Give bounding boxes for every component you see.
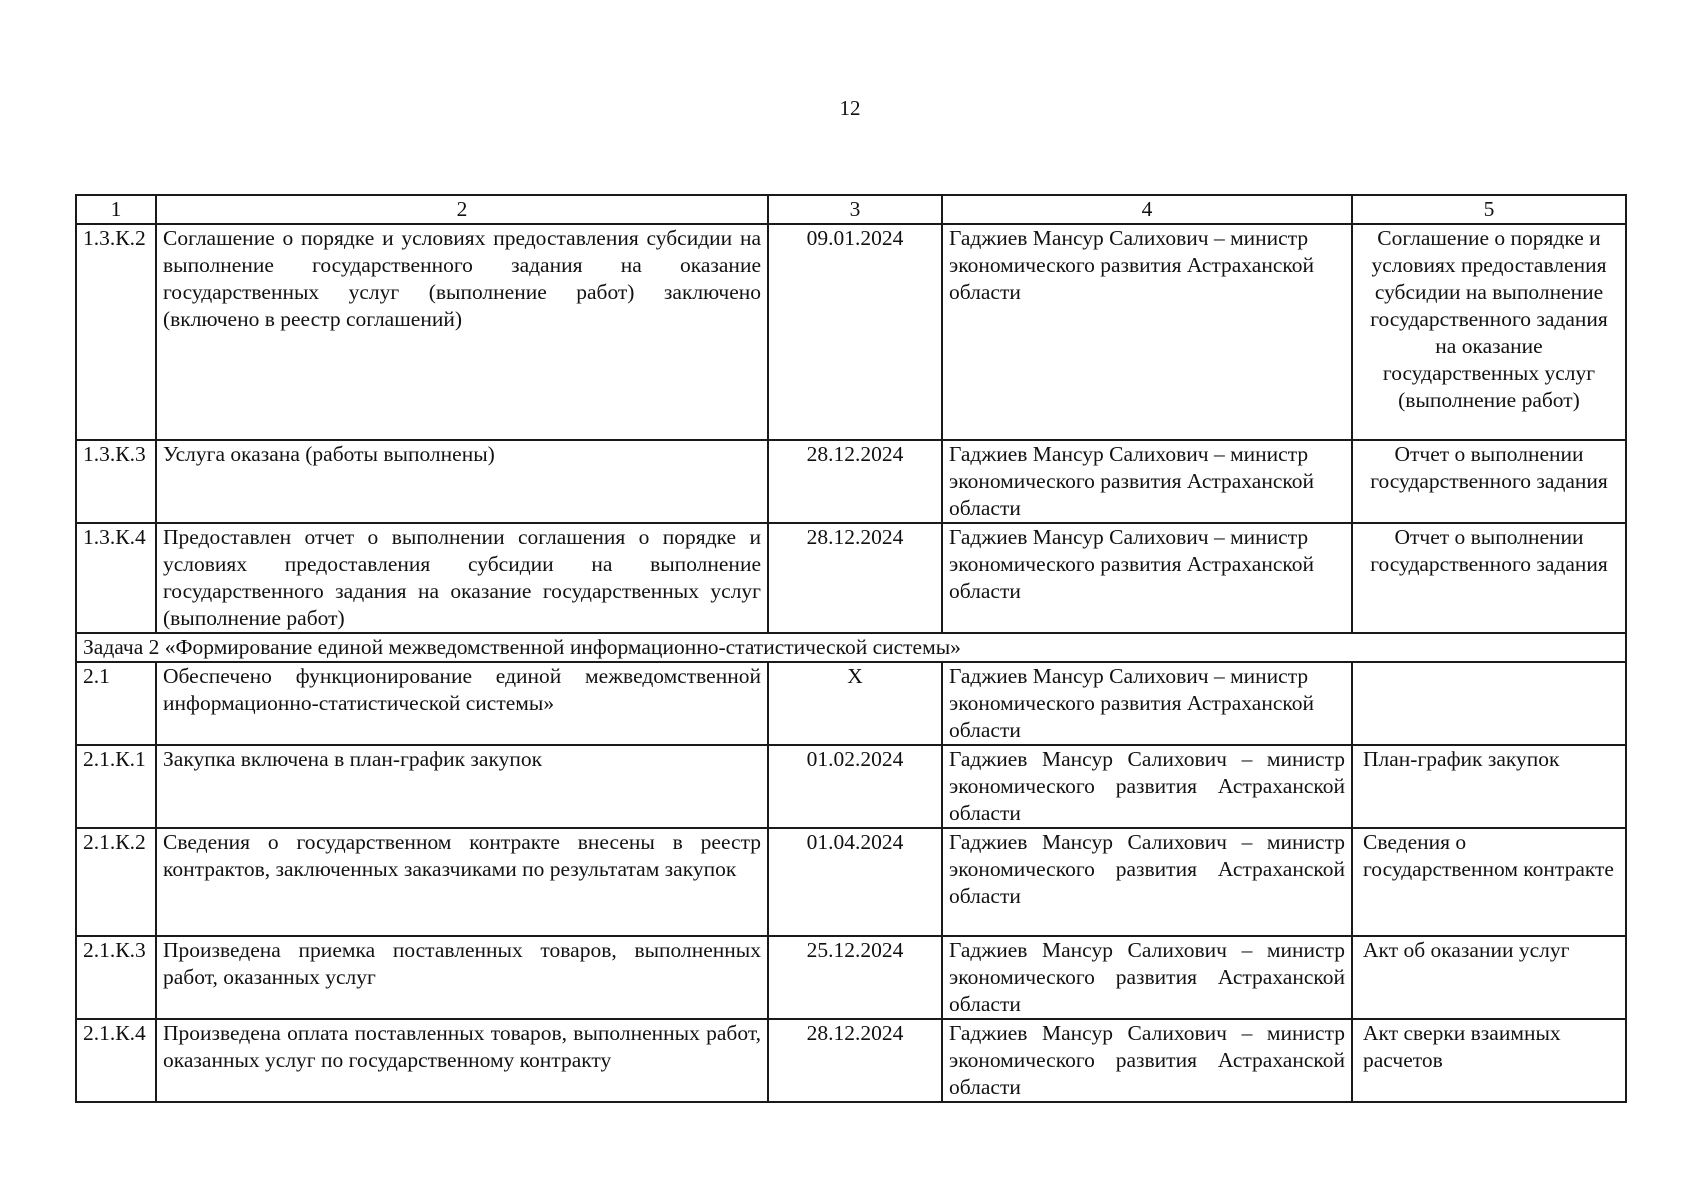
row-responsible: Гаджиев Мансур Салихович – министр экономического развития Астраханской области (942, 523, 1352, 633)
row-event: Предоставлен отчет о выполнении соглашения о порядке и условиях предоставления субсидии на выполнение государственного задания на оказание государственных услуг (выполнение работ) (156, 523, 768, 633)
row-code: 1.3.К.4 (76, 523, 156, 633)
row-code: 2.1.К.2 (76, 828, 156, 936)
table-row (76, 1019, 1626, 1102)
table-row (76, 440, 1626, 523)
row-date: 28.12.2024 (768, 523, 942, 633)
row-document: Сведения о государственном контракте (1352, 828, 1626, 936)
column-number-1: 1 (76, 195, 156, 224)
page-number: 12 (839, 96, 861, 120)
row-date: Х (768, 662, 942, 745)
row-document: Акт сверки взаимных расчетов (1352, 1019, 1626, 1102)
row-code: 2.1.К.1 (76, 745, 156, 828)
table-row (76, 936, 1626, 1019)
row-code: 2.1.К.3 (76, 936, 156, 1019)
row-responsible: Гаджиев Мансур Салихович – министр экономического развития Астраханской области (942, 440, 1352, 523)
row-event: Обеспечено функционирование единой межведомственной информационно-статистической системы» (156, 662, 768, 745)
row-event: Услуга оказана (работы выполнены) (156, 440, 768, 523)
row-code: 1.3.К.3 (76, 440, 156, 523)
table-row (76, 828, 1626, 936)
row-document: Отчет о выполнении государственного задания (1352, 523, 1626, 633)
row-date: 09.01.2024 (768, 224, 942, 440)
events-table (75, 194, 1627, 1103)
table-row (76, 745, 1626, 828)
row-event: Произведена приемка поставленных товаров, выполненных работ, оказанных услуг (156, 936, 768, 1019)
task-row (76, 633, 1626, 662)
header-row (76, 195, 1626, 224)
column-number-2: 2 (156, 195, 768, 224)
row-responsible: Гаджиев Мансур Салихович – министр экономического развития Астраханской области (942, 224, 1352, 440)
row-responsible: Гаджиев Мансур Салихович – министр экономического развития Астраханской области (942, 662, 1352, 745)
row-date: 01.02.2024 (768, 745, 942, 828)
row-code: 1.3.К.2 (76, 224, 156, 440)
row-event: Произведена оплата поставленных товаров, выполненных работ, оказанных услуг по государственному контракту (156, 1019, 768, 1102)
row-responsible: Гаджиев Мансур Салихович – министр экономического развития Астраханской области (942, 1019, 1352, 1102)
row-date: 28.12.2024 (768, 440, 942, 523)
row-document (1352, 662, 1626, 745)
column-number-3: 3 (768, 195, 942, 224)
row-date: 01.04.2024 (768, 828, 942, 936)
row-responsible: Гаджиев Мансур Салихович – министр экономического развития Астраханской области (942, 828, 1352, 936)
row-event: Соглашение о порядке и условиях предоставления субсидии на выполнение государственного задания на оказание государственных услуг (выполнение работ) заключено (включено в реестр соглашений) (156, 224, 768, 440)
row-document: Отчет о выполнении государственного задания (1352, 440, 1626, 523)
row-event: Сведения о государственном контракте внесены в реестр контрактов, заключенных заказчиками по результатам закупок (156, 828, 768, 936)
row-date: 28.12.2024 (768, 1019, 942, 1102)
row-date: 25.12.2024 (768, 936, 942, 1019)
task-title: Задача 2 «Формирование единой межведомственной информационно-статистической системы» (76, 633, 1626, 662)
table-row (76, 224, 1626, 440)
row-event: Закупка включена в план-график закупок (156, 745, 768, 828)
table-row (76, 662, 1626, 745)
column-number-5: 5 (1352, 195, 1626, 224)
row-code: 2.1 (76, 662, 156, 745)
column-number-4: 4 (942, 195, 1352, 224)
row-document: Акт об оказании услуг (1352, 936, 1626, 1019)
row-code: 2.1.К.4 (76, 1019, 156, 1102)
row-document: План-график закупок (1352, 745, 1626, 828)
row-responsible: Гаджиев Мансур Салихович – министр экономического развития Астраханской области (942, 936, 1352, 1019)
row-responsible: Гаджиев Мансур Салихович – министр экономического развития Астраханской области (942, 745, 1352, 828)
row-document: Соглашение о порядке и условиях предоставления субсидии на выполнение государственного задания на оказание государственных услуг (выполнение работ) (1352, 224, 1626, 440)
table-row (76, 523, 1626, 633)
